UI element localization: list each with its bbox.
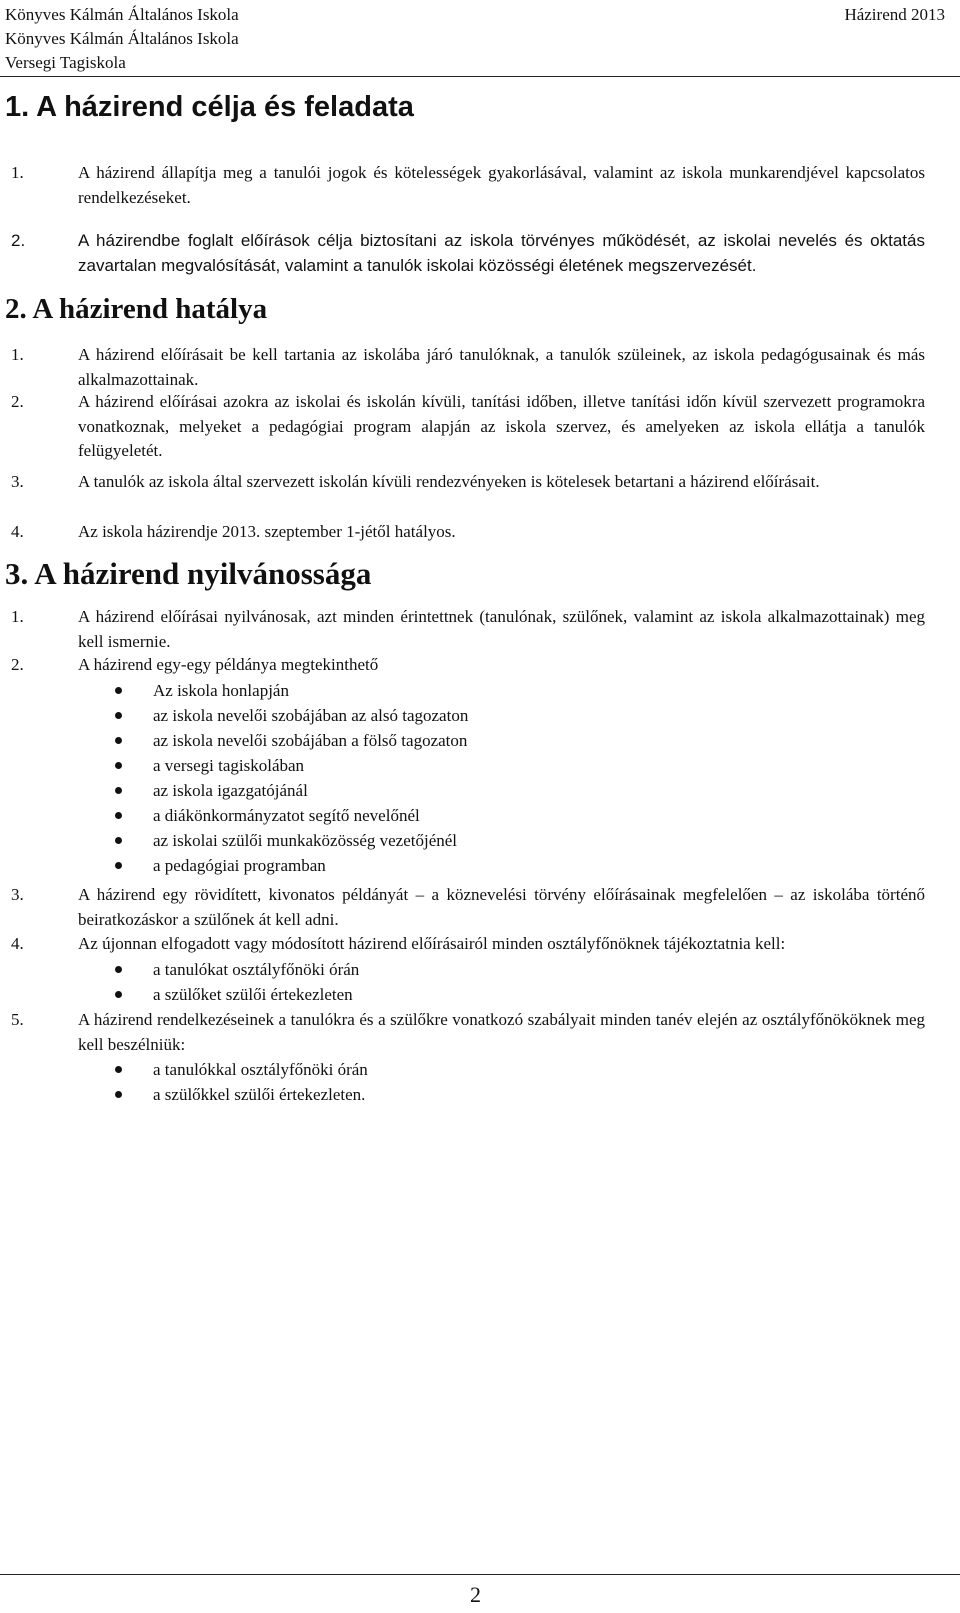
section3-item-4 xyxy=(5,932,925,957)
list-item-text: a tanulókkal osztályfőnöki órán xyxy=(153,1060,368,1079)
list-item xyxy=(115,803,915,828)
inform-list xyxy=(115,957,915,1007)
item-number: 3. xyxy=(11,885,24,904)
item-number: 4. xyxy=(11,522,24,541)
item-text: Az újonnan elfogadott vagy módosított házirend előírásairól minden osztályfőnöknek tájékoztatnia kell: xyxy=(78,934,786,953)
list-item-text: a szülőket szülői értekezleten xyxy=(153,985,353,1004)
list-item-text: a szülőkkel szülői értekezleten. xyxy=(153,1085,366,1104)
header-tagiskola: Versegi Tagiskola xyxy=(5,53,126,72)
bullet-icon xyxy=(115,762,122,769)
section1-title: 1. A házirend célja és feladata xyxy=(5,91,414,123)
item-text: A házirend állapítja meg a tanulói jogok és kötelességek gyakorlásával, valamint az iskola munkarendjével kapcsolatos rendelkezéseket. xyxy=(78,163,925,207)
bullet-icon xyxy=(115,712,122,719)
section3-title: 3. A házirend nyilvánossága xyxy=(5,556,372,591)
header-school-name: Könyves Kálmán Általános Iskola xyxy=(5,5,239,24)
section1-item-2 xyxy=(5,229,925,278)
list-item-text: az iskola igazgatójánál xyxy=(153,781,308,800)
section2-item-1 xyxy=(5,343,925,392)
bullet-icon xyxy=(115,812,122,819)
item-text: A házirend egy-egy példánya megtekinthető xyxy=(78,655,379,674)
list-item-text: a tanulókat osztályfőnöki órán xyxy=(153,960,360,979)
list-item-text: a pedagógiai programban xyxy=(153,856,326,875)
bullet-icon xyxy=(115,737,122,744)
footer-divider xyxy=(0,1574,960,1575)
section2-title xyxy=(5,292,267,326)
list-item xyxy=(115,853,915,878)
list-item xyxy=(115,678,915,703)
item-number: 1. xyxy=(11,607,24,626)
list-item xyxy=(115,982,915,1007)
bullet-icon xyxy=(115,1091,122,1098)
section2-item-4 xyxy=(5,520,925,545)
list-item xyxy=(115,957,915,982)
header-divider xyxy=(0,76,960,77)
item-text: Az iskola házirendje 2013. szeptember 1-jétől hatályos. xyxy=(78,522,456,541)
page-header xyxy=(5,3,945,75)
list-item-text: az iskola nevelői szobájában a fölső tagozaton xyxy=(153,731,468,750)
header-doc-title: Házirend 2013 xyxy=(844,5,945,24)
list-item-text: a versegi tagiskolában xyxy=(153,756,305,775)
list-item xyxy=(115,728,915,753)
item-text: A házirendbe foglalt előírások célja biztosítani az iskola törvényes működését, az iskolai nevelés és oktatás zavartalan megvalósítását, valamint a tanulók iskolai közösségi életének megszervezését. xyxy=(78,231,925,275)
section3-item-2 xyxy=(5,653,925,678)
section3-item-5 xyxy=(5,1008,925,1057)
bullet-icon xyxy=(115,837,122,844)
item-number: 2. xyxy=(11,655,24,674)
list-item xyxy=(115,778,915,803)
item-text: A házirend előírásai azokra az iskolai és iskolán kívüli, tanítási időben, illetve tanítási időn kívül szervezett programokra vonatkoznak, melyeket a pedagógiai program alapján az iskola szervez, és amelyeken az iskola ellátja a tanulók felügyeletét. xyxy=(78,392,925,460)
list-item xyxy=(115,753,915,778)
bullet-icon xyxy=(115,687,122,694)
list-item-text: Az iskola honlapján xyxy=(153,681,289,700)
item-text: A házirend előírásai nyilvánosak, azt minden érintettnek (tanulónak, szülőnek, valamint az iskola alkalmazottainak) meg kell ismernie. xyxy=(78,607,925,651)
bullet-icon xyxy=(115,862,122,869)
bullet-icon xyxy=(115,1066,122,1073)
list-item-text: az iskola nevelői szobájában az alsó tagozaton xyxy=(153,706,469,725)
item-number: 3. xyxy=(11,472,24,491)
item-number: 4. xyxy=(11,934,24,953)
section2-item-3 xyxy=(5,470,925,495)
section3-item-1 xyxy=(5,605,925,654)
page-number: 2 xyxy=(470,1582,481,1607)
list-item-text: az iskolai szülői munkaközösség vezetőjénél xyxy=(153,831,458,850)
list-item xyxy=(115,1057,915,1082)
item-number: 2. xyxy=(11,231,26,250)
section2-item-2 xyxy=(5,390,925,464)
viewing-locations-list xyxy=(115,678,915,878)
item-text: A házirend előírásait be kell tartania az iskolába járó tanulóknak, a tanulók szüleinek, az iskola pedagógusainak és más alkalmazottainak. xyxy=(78,345,925,389)
list-item xyxy=(115,703,915,728)
item-text: A tanulók az iskola által szervezett iskolán kívüli rendezvényeken is kötelesek betartani a házirend előírásait. xyxy=(78,472,820,491)
bullet-icon xyxy=(115,787,122,794)
list-item-text: a diákönkormányzatot segítő nevelőnél xyxy=(153,806,420,825)
bullet-icon xyxy=(115,966,122,973)
section3-item-3 xyxy=(5,883,925,932)
bullet-icon xyxy=(115,991,122,998)
item-number: 5. xyxy=(11,1010,24,1029)
item-number: 1. xyxy=(11,345,24,364)
item-number: 2. xyxy=(11,392,24,411)
section2-title-text: 2. A házirend hatálya xyxy=(5,293,268,325)
discuss-list xyxy=(115,1057,915,1107)
section1-item-1 xyxy=(5,161,925,210)
header-school-name-2: Könyves Kálmán Általános Iskola xyxy=(5,29,239,48)
item-text: A házirend egy rövidített, kivonatos példányát – a köznevelési törvény előírásainak megfelelően – az iskolába történő beiratkozáskor a szülőnek át kell adni. xyxy=(78,885,925,929)
list-item xyxy=(115,1082,915,1107)
item-number: 1. xyxy=(11,163,24,182)
item-text: A házirend rendelkezéseinek a tanulókra és a szülőkre vonatkozó szabályait minden tanév elején az osztályfőnököknek meg kell beszélniük: xyxy=(78,1010,925,1054)
list-item xyxy=(115,828,915,853)
